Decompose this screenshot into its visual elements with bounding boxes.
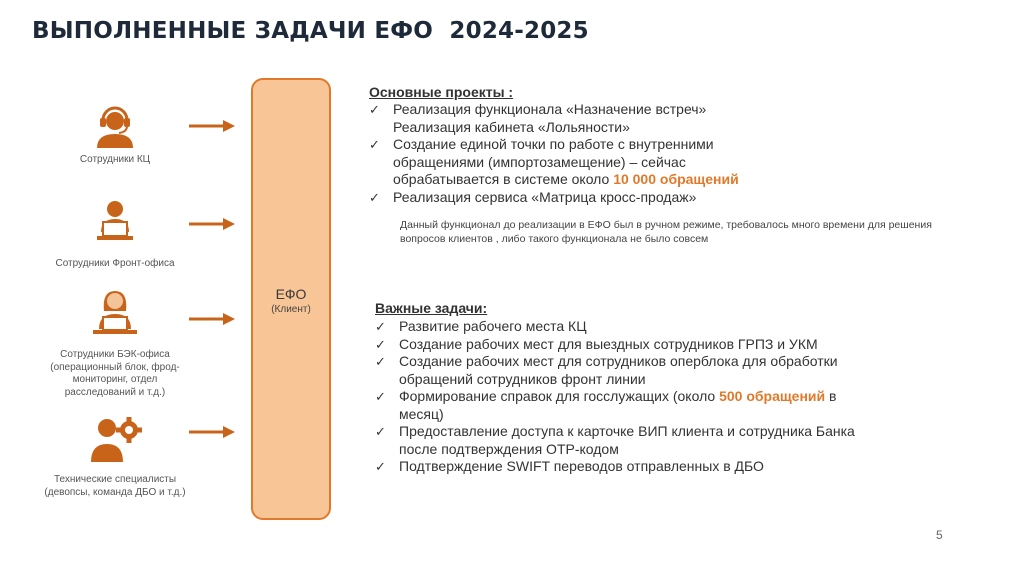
tasks-list: [375, 318, 935, 476]
item-line: Создание единой точки по работе с внутренними: [393, 136, 714, 152]
list-item: [369, 101, 819, 136]
efo-subtitle: (Клиент): [271, 304, 311, 315]
list-item: [369, 189, 819, 207]
role-label: Сотрудники КЦ: [79, 154, 151, 165]
efo-title: ЕФО: [275, 286, 307, 302]
checkmark-icon: ✓: [375, 319, 386, 334]
efo-box: [251, 78, 331, 520]
projects-list: [369, 101, 819, 206]
highlight-value: 10 000 обращений: [613, 171, 739, 187]
arrow-right-icon: [189, 426, 235, 438]
item-line: месяц): [399, 405, 444, 422]
headset-operator-icon: [91, 100, 139, 148]
item-line: Реализация сервиса «Матрица кросс-продаж»: [393, 188, 697, 205]
list-item: [375, 423, 935, 458]
checkmark-icon: ✓: [375, 354, 386, 369]
list-item: [375, 353, 935, 388]
role-label: Сотрудники Фронт-офиса: [55, 258, 175, 269]
arrow-right-icon: [189, 313, 235, 325]
projects-note: Данный функционал до реализации в ЕФО был в ручном режиме, требовалось много времени для решения вопросов клиентов , либо такого функционала не было совсем: [400, 219, 932, 245]
list-item: [375, 458, 935, 476]
role-back-office: [40, 287, 190, 399]
checkmark-icon: ✓: [375, 459, 386, 474]
item-line: Создание рабочих мест для сотрудников оперблока для обработки: [399, 353, 838, 369]
list-item: [375, 318, 935, 336]
item-line: Реализация функционала «Назначение встреч»: [393, 101, 707, 117]
page-title: ВЫПОЛНЕННЫЕ ЗАДАЧИ ЕФО 2024-2025: [32, 18, 589, 44]
tasks-heading: Важные задачи:: [375, 300, 488, 316]
item-line: обращений сотрудников фронт линии: [399, 370, 646, 387]
checkmark-icon: ✓: [375, 424, 386, 439]
item-line: в: [825, 388, 837, 404]
item-line: Создание рабочих мест для выездных сотрудников ГРПЗ и УКМ: [399, 335, 818, 352]
item-line: Подтверждение SWIFT переводов отправленных в ДБО: [399, 458, 764, 474]
role-tech-specialists: [30, 414, 200, 499]
arrow-right-icon: [189, 218, 235, 230]
user-gear-icon: [87, 414, 143, 464]
projects-heading: Основные проекты :: [369, 84, 514, 100]
item-line: Развитие рабочего места КЦ: [399, 318, 587, 334]
checkmark-icon: ✓: [369, 102, 380, 117]
role-contact-center: [60, 100, 170, 167]
item-line: обращениями (импортозамещение) – сейчас: [393, 153, 686, 170]
item-line: Реализация кабинета «Лольяности»: [393, 118, 630, 135]
item-line: Формирование справок для госслужащих (около: [399, 388, 720, 404]
item-line: Предоставление доступа к карточке ВИП клиента и сотрудника Банка: [399, 423, 855, 439]
list-item: [369, 136, 819, 189]
role-label: Сотрудники БЭК-офиса (операционный блок, фрод- мониторинг, отдел расследований и т.д.): [50, 349, 180, 398]
checkmark-icon: ✓: [369, 137, 380, 152]
role-front-office: [40, 198, 190, 271]
checkmark-icon: ✓: [375, 389, 386, 404]
highlight-value: 500 обращений: [719, 388, 826, 404]
laptop-user-icon: [91, 198, 139, 246]
arrow-right-icon: [189, 120, 235, 132]
woman-laptop-icon: [89, 287, 141, 339]
checkmark-icon: ✓: [369, 189, 380, 205]
checkmark-icon: ✓: [375, 336, 386, 352]
role-label: Технические специалисты (девопсы, команда ДБО и т.д.): [44, 474, 186, 498]
item-line: обрабатывается в системе около: [393, 171, 614, 187]
page-number: 5: [936, 528, 943, 542]
item-line: после подтверждения ОТР-кодом: [399, 440, 619, 457]
list-item: [375, 388, 935, 423]
list-item: [375, 336, 935, 354]
